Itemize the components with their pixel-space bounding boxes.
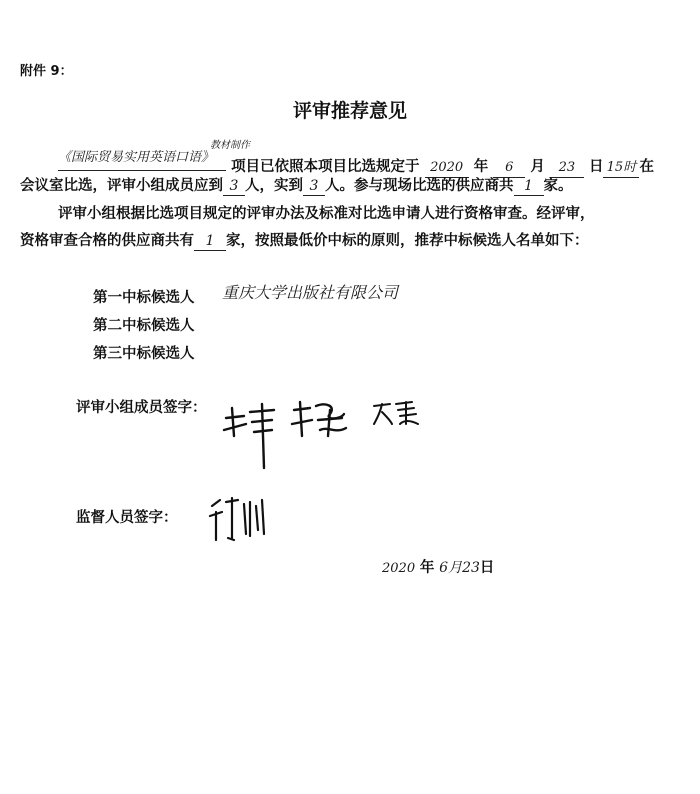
paragraph-2-line-2 <box>20 229 589 253</box>
candidate-1-label: 第一中标候选人 <box>93 290 195 306</box>
panel-signature-2 <box>290 400 350 440</box>
attachment-label: 附件 9： <box>20 64 73 79</box>
paragraph-2-line2-a: 资格审查合格的供应商共有 <box>20 233 194 249</box>
paragraph-1-line-2 <box>20 174 573 198</box>
date-month-day: 6月23 <box>439 560 480 576</box>
paragraph-2-line2-b: 家，按照最低价中标的原则，推荐中标候选人名单如下： <box>226 233 589 249</box>
paragraph-2-line-1: 评审小组根据比选项目规定的评审办法及标准对比选申请人进行资格审查。经评审， <box>58 206 595 222</box>
hour-field: 15时 <box>603 159 639 178</box>
panel-signature-label: 评审小组成员签字： <box>76 400 207 416</box>
paragraph-1-line2-c: 人。参与现场比选的供应商共 <box>325 178 514 194</box>
paragraph-1-text-b: 在 <box>639 159 654 175</box>
month-field: 6 <box>493 159 525 178</box>
project-note-handwritten: 教材制作 <box>210 140 250 151</box>
suppliers-field: 1 <box>514 177 544 196</box>
paragraph-1-line2-d: 家。 <box>543 178 573 194</box>
candidate-3-label: 第三中标候选人 <box>93 346 195 362</box>
year-unit: 年 <box>473 159 489 175</box>
paragraph-1-text-a: 项目已依照本项目比选规定于 <box>231 159 420 175</box>
date-year-unit: 年 <box>419 560 435 576</box>
supervisor-signature-label: 监督人员签字： <box>76 510 178 526</box>
supervisor-signature <box>208 494 270 544</box>
handwritten-date <box>382 556 494 577</box>
year-field: 2020 <box>425 159 469 178</box>
day-unit: 日 <box>588 159 604 175</box>
month-unit: 月 <box>530 159 545 175</box>
paragraph-1-line2-a: 会议室比选，评审小组成员应到 <box>20 178 223 194</box>
panel-signature-1 <box>222 398 278 470</box>
candidate-1-name: 重庆大学出版社有限公司 <box>222 283 399 302</box>
project-name-handwritten: 《国际贸易实用英语口语》 <box>58 146 226 171</box>
panel-signature-3 <box>372 400 420 426</box>
qualified-field: 1 <box>194 232 226 251</box>
expected-members-field: 3 <box>223 177 245 196</box>
candidate-2-label: 第二中标候选人 <box>93 318 195 334</box>
page-title: 评审推荐意见 <box>292 100 407 122</box>
day-field: 23 <box>550 159 584 178</box>
paragraph-1-line2-b: 人，实到 <box>245 178 303 194</box>
date-day-unit: 日 <box>479 560 495 576</box>
actual-members-field: 3 <box>303 177 325 196</box>
date-year: 2020 <box>382 561 416 576</box>
